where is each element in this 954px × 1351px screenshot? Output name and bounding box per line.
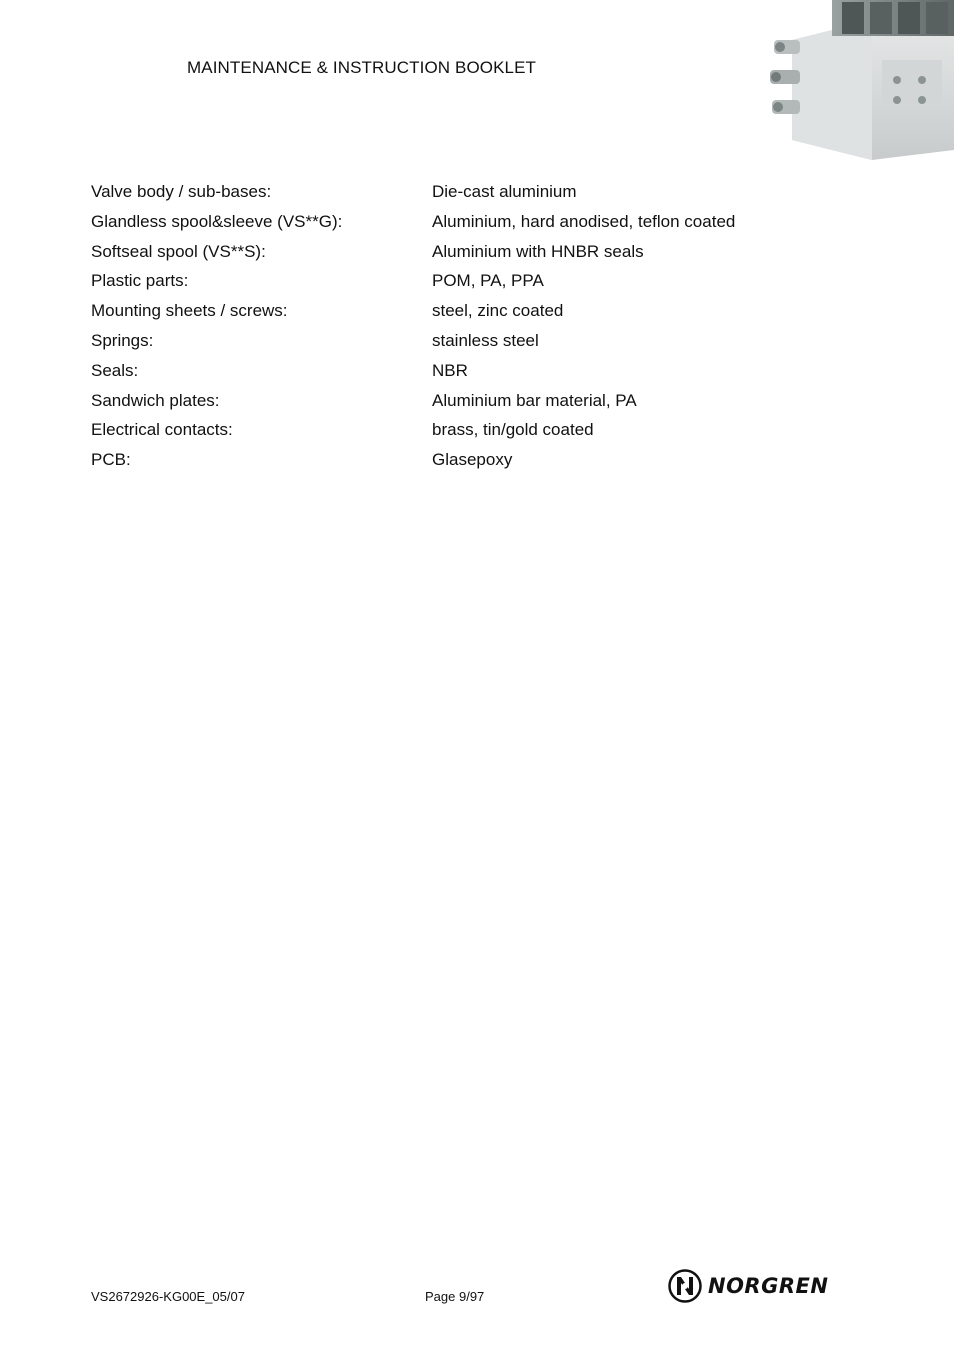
materials-list: [91, 180, 735, 478]
material-value: Aluminium, hard anodised, teflon coated: [432, 211, 736, 231]
material-row: [91, 359, 735, 389]
brand-name: NORGREN: [708, 1274, 829, 1298]
material-value: stainless steel: [432, 330, 539, 350]
material-value: brass, tin/gold coated: [432, 420, 594, 440]
material-value: Die-cast aluminium: [432, 182, 577, 201]
norgren-logo: [668, 1268, 828, 1304]
material-row: [91, 210, 735, 240]
material-row: [91, 448, 735, 478]
material-label: Plastic parts:: [91, 271, 189, 291]
material-row: [91, 389, 735, 419]
footer-document-id: VS2672926-KG00E_05/07: [91, 1289, 245, 1304]
material-label: Glandless spool&sleeve (VS**G):: [91, 211, 343, 231]
material-label: Sandwich plates:: [91, 390, 220, 410]
material-label: Seals:: [91, 360, 139, 380]
material-value: Aluminium bar material, PA: [432, 390, 637, 410]
material-label: Springs:: [91, 330, 154, 350]
material-value: Aluminium with HNBR seals: [432, 241, 644, 261]
material-value: NBR: [432, 360, 468, 380]
valve-manifold-image: [762, 0, 954, 160]
material-row: [91, 329, 735, 359]
material-row: [91, 240, 735, 270]
material-row: [91, 180, 735, 210]
norgren-emblem-icon: [668, 1269, 702, 1303]
material-value: steel, zinc coated: [432, 301, 564, 321]
material-value: Glasepoxy: [432, 450, 513, 470]
material-row: [91, 418, 735, 448]
material-value: POM, PA, PPA: [432, 271, 544, 291]
material-label: Softseal spool (VS**S):: [91, 241, 266, 261]
material-label: Mounting sheets / screws:: [91, 301, 288, 321]
footer-page-number: Page 9/97: [425, 1289, 485, 1304]
material-label: Electrical contacts:: [91, 420, 233, 440]
page-header-title: MAINTENANCE & INSTRUCTION BOOKLET: [187, 58, 537, 77]
material-label: Valve body / sub-bases:: [91, 182, 272, 201]
material-label: PCB:: [91, 450, 131, 470]
material-row: [91, 269, 735, 299]
material-row: [91, 299, 735, 329]
